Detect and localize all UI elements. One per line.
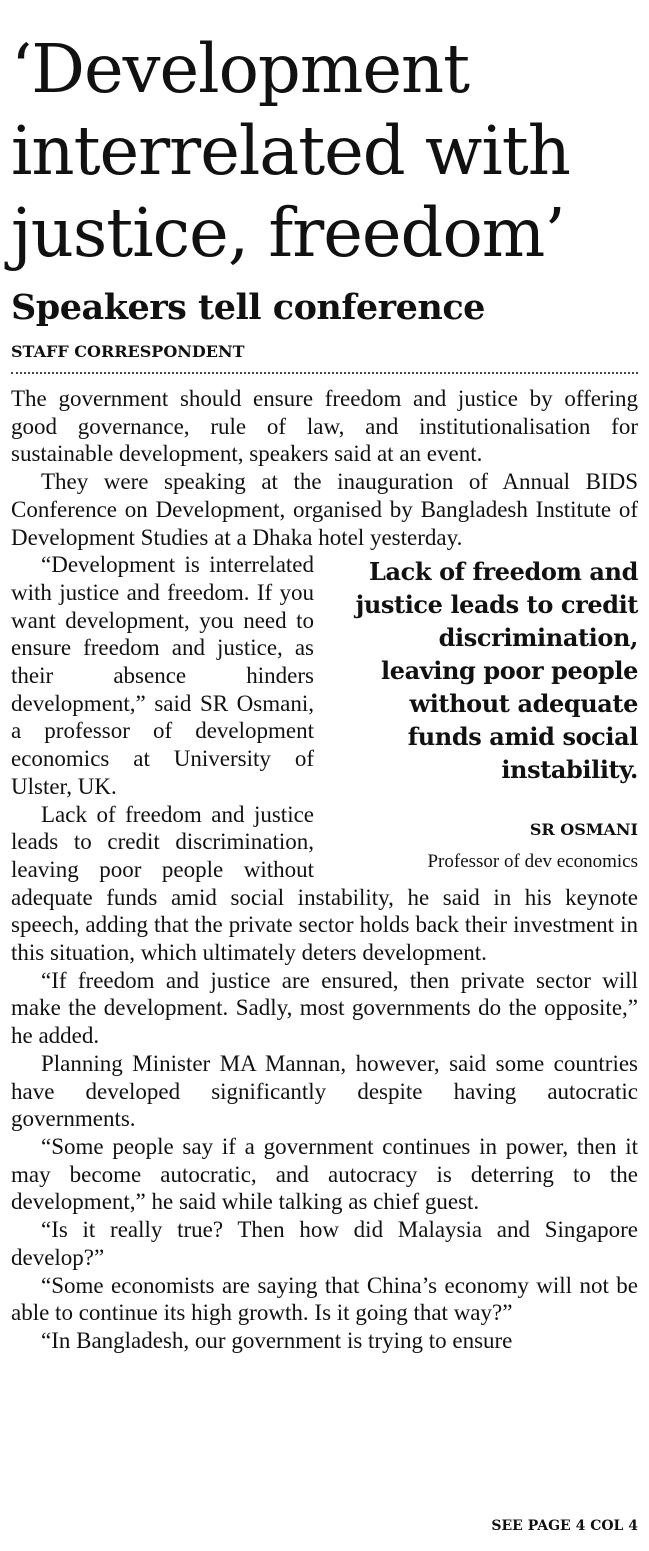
paragraph: “Some people say if a government continues in power, then it may become autocratic, and autocracy is deterring to the development,” he said while talking as chief guest. bbox=[11, 1133, 638, 1215]
dotted-divider bbox=[11, 372, 638, 374]
headline: ‘Development interrelated with justice, freedom’ bbox=[11, 30, 570, 272]
paragraph: “Development is interrelated with justice and freedom. If you want development, you need to ensure freedom and justice, as their absence hinders development,” said SR Osmani, a professor of development economics at University of Ulster, UK. bbox=[11, 552, 314, 799]
byline: STAFF CORRESPONDENT bbox=[11, 342, 245, 361]
paragraph: “If freedom and justice are ensured, then private sector will make the development. Sadly, most governments do the opposite,” he added. bbox=[11, 967, 638, 1049]
paragraph: The government should ensure freedom and justice by offering good governance, rule of law, and institutionalisation for sustainable development, speakers said at an event. bbox=[11, 386, 638, 467]
article-body bbox=[11, 385, 638, 1355]
paragraph: Lack of freedom and justice leads to credit discrimination, leaving poor people without adequate funds amid social instability, he said in his keynote speech, adding that the private sector holds back their investment in this situation, which ultimately deters development. bbox=[11, 801, 638, 966]
article bbox=[11, 0, 638, 1355]
pull-quote-text: Lack of freedom and justice leads to credit discrimination, leaving poor people without adequate funds amid social instability. bbox=[355, 557, 638, 785]
paragraph: “Some economists are saying that China’s economy will not be able to continue its high growth. Is it going that way?” bbox=[11, 1272, 638, 1326]
continuation-note: SEE PAGE 4 COL 4 bbox=[491, 1518, 638, 1534]
subheadline: Speakers tell conference bbox=[11, 287, 485, 328]
paragraph: “Is it really true? Then how did Malaysia and Singapore develop?” bbox=[11, 1217, 638, 1270]
paragraph: They were speaking at the inauguration of Annual BIDS Conference on Development, organised by Bangladesh Institute of Development Studies at a Dhaka hotel yesterday. bbox=[11, 469, 638, 550]
paragraph: Planning Minister MA Mannan, however, said some countries have developed significantly despite having autocratic governments. bbox=[11, 1050, 638, 1132]
pull-quote-title: Professor of dev economics bbox=[427, 850, 638, 872]
paragraph: “In Bangladesh, our government is trying to ensure bbox=[41, 1327, 513, 1353]
pull-quote-box bbox=[338, 555, 638, 875]
pull-quote-name: SR OSMANI bbox=[529, 820, 638, 840]
